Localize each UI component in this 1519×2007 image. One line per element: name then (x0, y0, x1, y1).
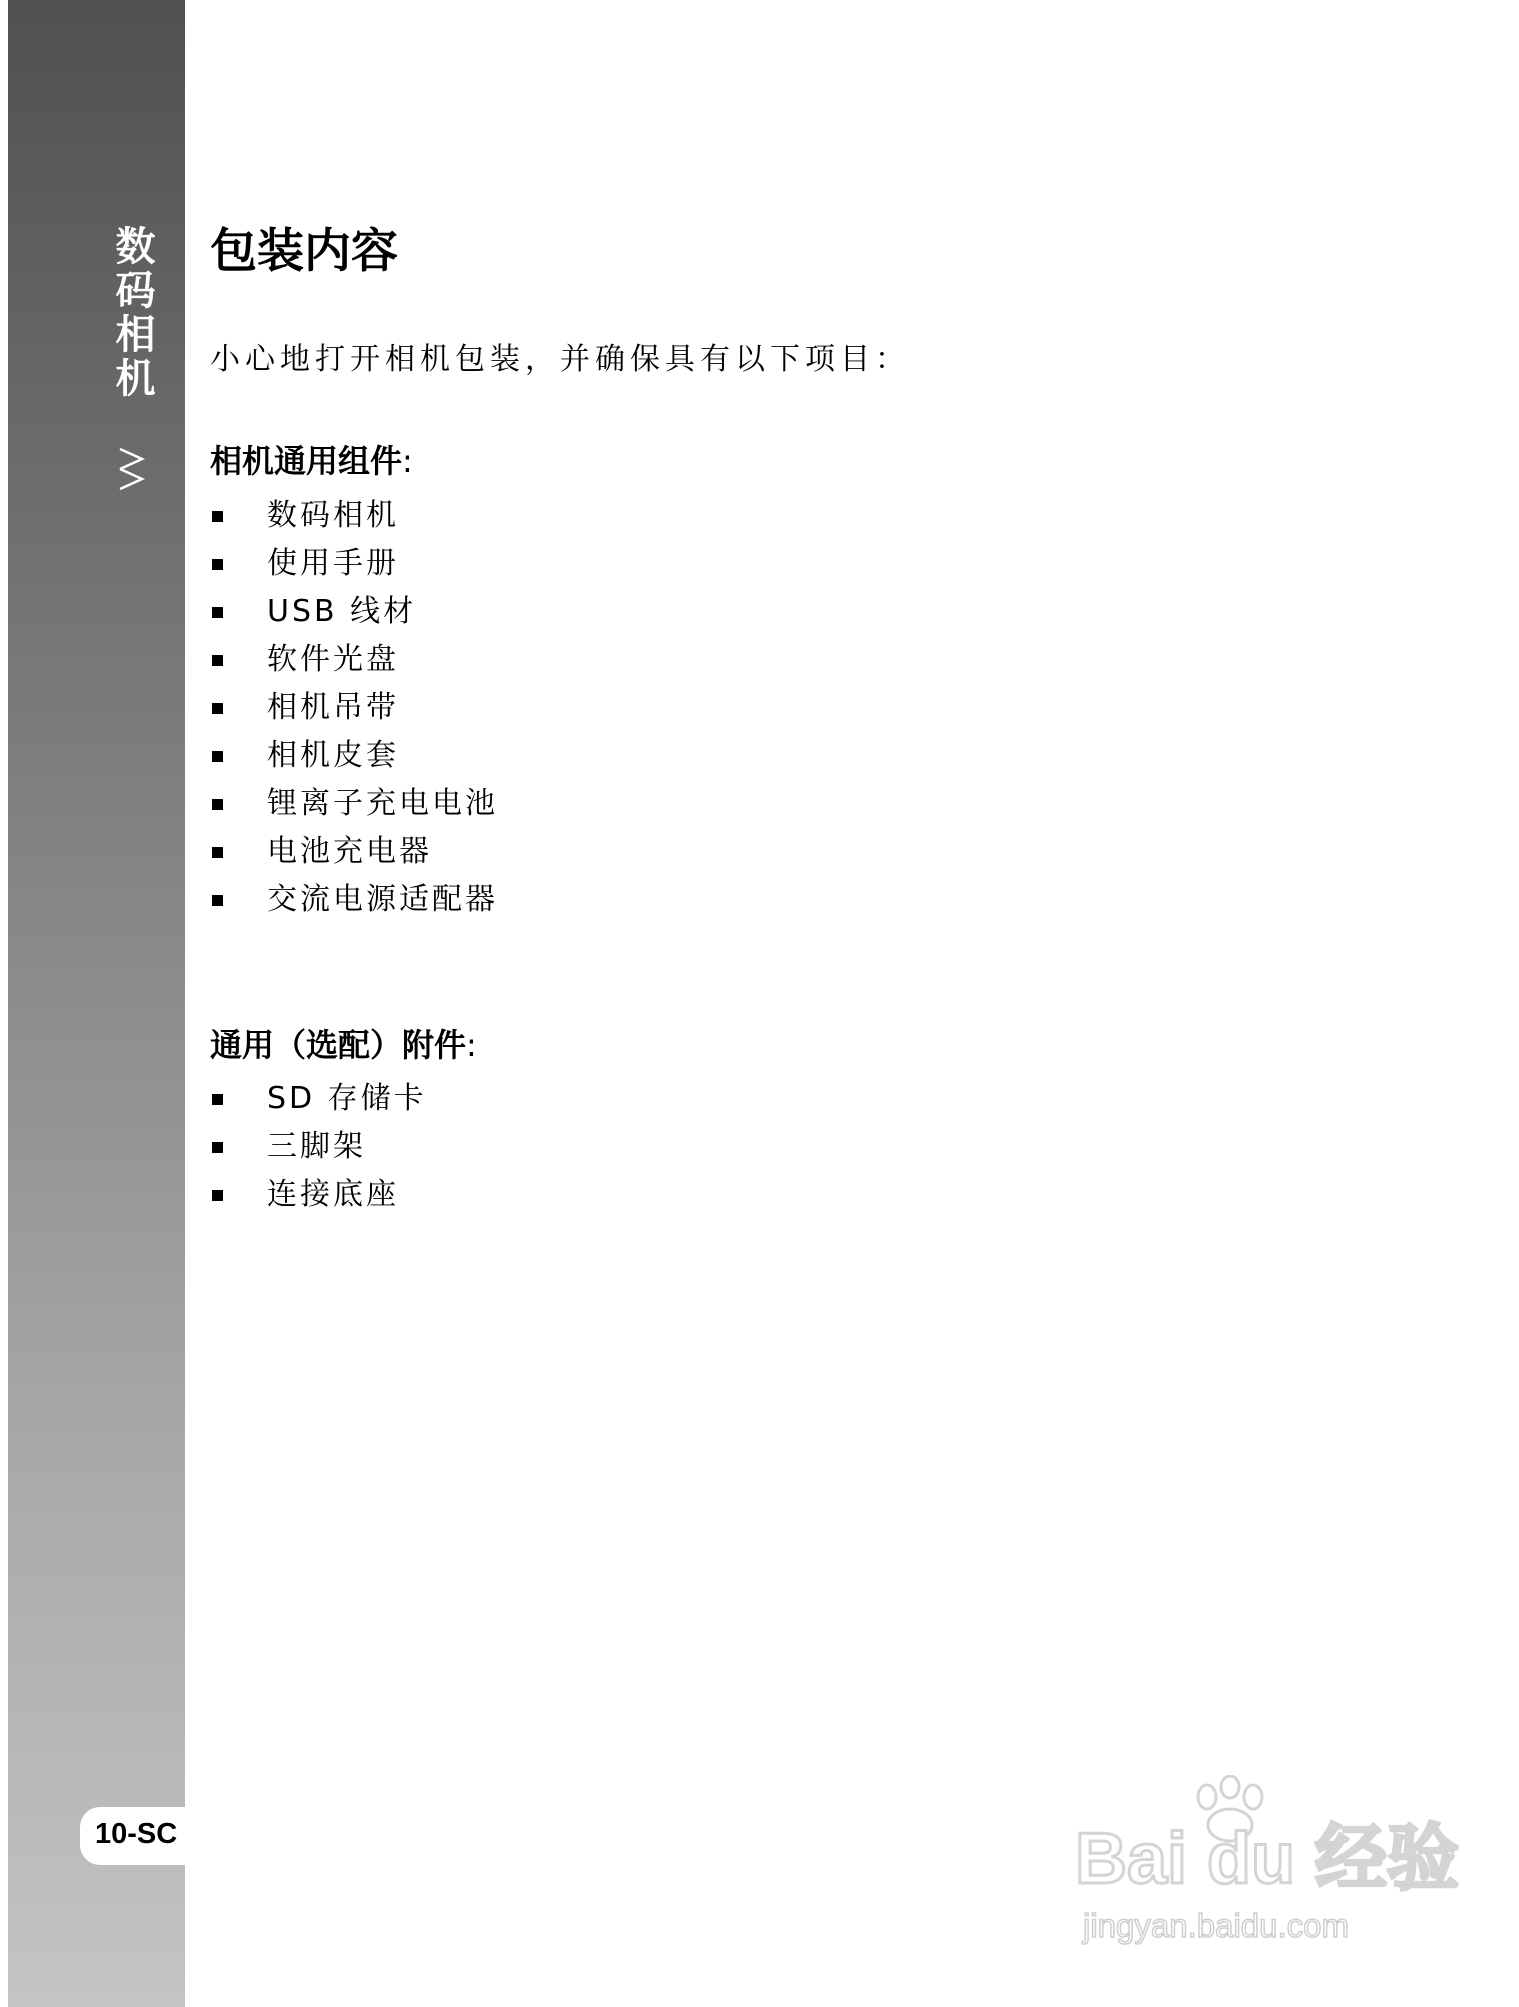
baidu-jingyan-watermark (1075, 1775, 1460, 1955)
section-heading-common-label: 相机通用组件 (210, 442, 403, 480)
watermark-url: jingyan.baidu.com (1083, 1907, 1349, 1944)
square-bullet-icon (212, 703, 223, 714)
list-item-label: 交流电源适配器 (267, 882, 498, 917)
list-item-label: 锂离子充电电池 (267, 786, 498, 821)
square-bullet-icon (212, 847, 223, 858)
optional-items-list (210, 1075, 427, 1219)
list-item (210, 588, 498, 636)
list-item-label: 软件光盘 (267, 642, 399, 677)
square-bullet-icon (212, 799, 223, 810)
list-item (210, 684, 498, 732)
section-heading-common-colon: : (402, 442, 413, 480)
list-item-label: 相机皮套 (267, 738, 399, 773)
list-item (210, 636, 498, 684)
list-item (210, 492, 498, 540)
list-item-label: 相机吊带 (267, 690, 399, 725)
list-item (210, 1171, 427, 1219)
double-chevron-icon (112, 445, 152, 493)
square-bullet-icon (212, 751, 223, 762)
common-items-list (210, 492, 498, 924)
list-item (210, 1075, 427, 1123)
list-item (210, 540, 498, 588)
list-item-label: 数码相机 (267, 498, 399, 533)
list-item-label: 三脚架 (267, 1129, 366, 1164)
list-item-label: USB 线材 (267, 594, 417, 629)
square-bullet-icon (212, 1094, 223, 1105)
list-item (210, 732, 498, 780)
list-item-label: 电池充电器 (267, 834, 432, 869)
square-bullet-icon (212, 895, 223, 906)
list-item-label: 连接底座 (267, 1177, 399, 1212)
list-item-label: 使用手册 (267, 546, 399, 581)
square-bullet-icon (212, 607, 223, 618)
section-heading-optional-label: 通用（选配）附件 (210, 1026, 467, 1064)
page-number: 10-SC (95, 1818, 178, 1850)
list-item (210, 876, 498, 924)
intro-text: 小心地打开相机包装，并确保具有以下项目： (210, 342, 910, 377)
sidebar-title: 数码相机 (109, 225, 155, 401)
square-bullet-icon (212, 1190, 223, 1201)
list-item-label: SD 存储卡 (267, 1081, 427, 1116)
list-item (210, 1123, 427, 1171)
section-heading-optional (210, 1026, 477, 1064)
watermark-brand: Bai du 经验 (1075, 1819, 1460, 1899)
square-bullet-icon (212, 655, 223, 666)
section-heading-optional-colon: : (466, 1026, 477, 1064)
square-bullet-icon (212, 511, 223, 522)
page-title: 包装内容 (210, 224, 398, 279)
sidebar-band (8, 0, 185, 2007)
square-bullet-icon (212, 1142, 223, 1153)
section-heading-common (210, 442, 413, 480)
list-item (210, 828, 498, 876)
list-item (210, 780, 498, 828)
square-bullet-icon (212, 559, 223, 570)
